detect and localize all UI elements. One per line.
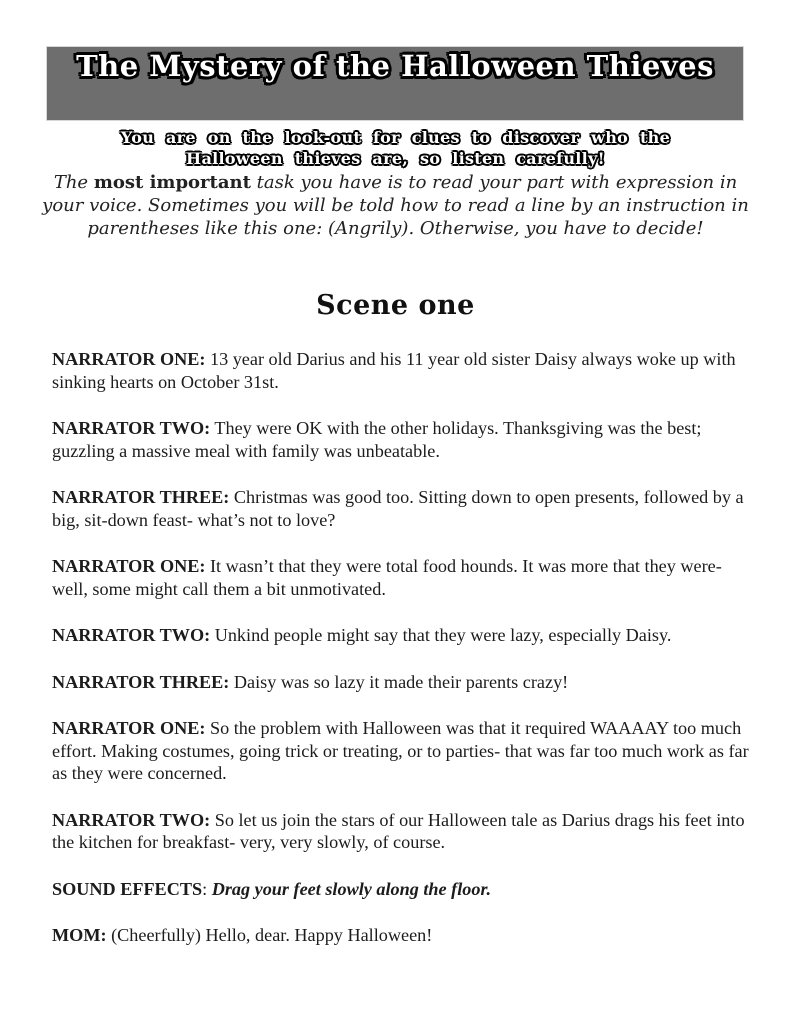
- speaker-label: NARRATOR THREE:: [52, 487, 230, 507]
- line-text: It wasn’t that they were total food hounds. It was more that they were- well, some might call them a bit unmotivated.: [52, 556, 722, 599]
- instructions-part-1: The: [53, 172, 94, 193]
- line-text: Daisy was so lazy it made their parents crazy!: [229, 671, 569, 692]
- script-line: [52, 624, 751, 647]
- line-text: So the problem with Halloween was that it required WAAAAY too much effort. Making costumes, going trick or treating, or to parties- that was far too much work as far as they were concerned.: [52, 718, 749, 783]
- script-line-sound-effects: [52, 878, 751, 901]
- script-body: [52, 348, 751, 971]
- line-text: 13 year old Darius and his 11 year old sister Daisy always woke up with sinking hearts on October 31st.: [52, 349, 736, 392]
- instructions-paragraph: [40, 171, 751, 240]
- line-text: :: [202, 878, 212, 899]
- subtitle: [60, 127, 731, 169]
- line-text: Christmas was good too. Sitting down to open presents, followed by a big, sit-down feast- what’s not to love?: [52, 487, 744, 530]
- script-line: [52, 924, 751, 947]
- script-line: [52, 417, 751, 462]
- speaker-label: MOM:: [52, 925, 107, 945]
- title-banner: [46, 46, 744, 121]
- speaker-label: NARRATOR THREE:: [52, 671, 230, 692]
- subtitle-line-1: You are on the look-out for clues to discover who the: [120, 128, 671, 147]
- scene-heading: Scene one: [316, 290, 475, 321]
- line-text: So let us join the stars of our Halloween tale as Darius drags his feet into the kitchen for breakfast- very, very slowly, of course.: [52, 809, 745, 852]
- speaker-label: NARRATOR ONE:: [52, 718, 206, 738]
- script-line: [52, 671, 751, 694]
- speaker-label: NARRATOR ONE:: [52, 556, 206, 576]
- page-title: The Mystery of the Halloween Thieves: [76, 49, 714, 83]
- line-text: They were OK with the other holidays. Thanksgiving was the best; guzzling a massive meal with family was unbeatable.: [52, 418, 702, 461]
- speaker-label: NARRATOR TWO:: [52, 809, 211, 830]
- speaker-label: NARRATOR TWO:: [52, 625, 211, 645]
- script-line: [52, 717, 751, 785]
- script-line: [52, 486, 751, 531]
- script-line: [52, 555, 751, 600]
- instructions-part-2: task you have is to read your part with expression in your voice. Sometimes you will be told how to read a line by an instruction in parentheses like this one: (Angrily). Otherwise, you have to decide!: [42, 172, 749, 239]
- speaker-label: NARRATOR TWO:: [52, 418, 211, 438]
- script-line: [52, 809, 751, 854]
- script-line: [52, 348, 751, 393]
- line-text: (Cheerfully) Hello, dear. Happy Halloween!: [106, 925, 433, 945]
- instructions-emphasis: most important: [93, 172, 251, 193]
- stage-direction: Drag your feet slowly along the floor.: [211, 878, 492, 899]
- subtitle-line-2: Halloween thieves are, so listen carefully!: [186, 149, 605, 168]
- speaker-label: NARRATOR ONE:: [52, 349, 206, 369]
- speaker-label: SOUND EFFECTS: [52, 878, 203, 899]
- line-text: Unkind people might say that they were lazy, especially Daisy.: [210, 625, 672, 645]
